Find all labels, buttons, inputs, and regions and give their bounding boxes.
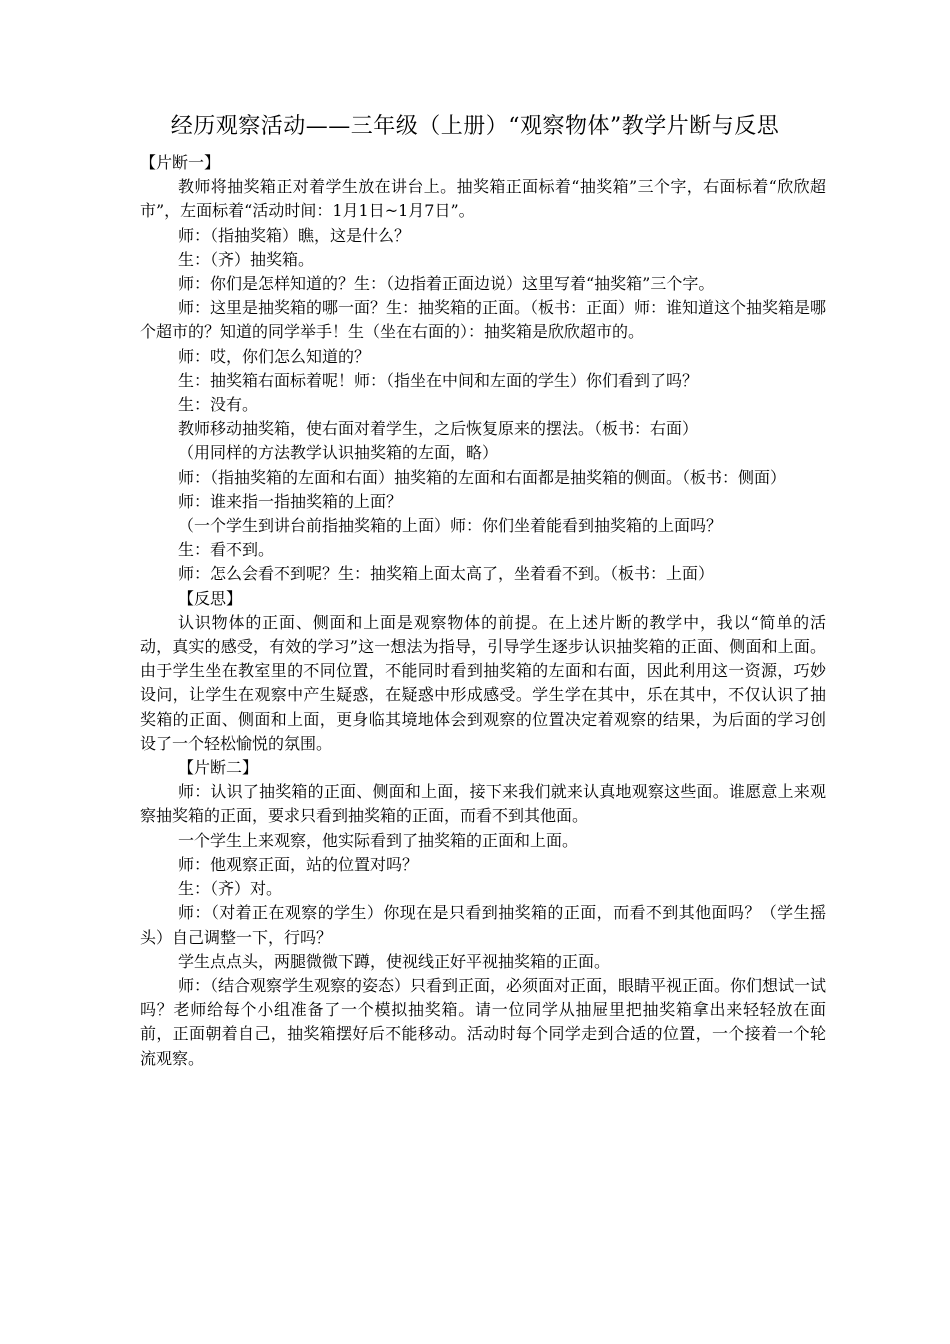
paragraph: 师：（对着正在观察的学生）你现在是只看到抽奖箱的正面，而看不到其他面吗？（学生摇头）自己调整一下，行吗？ bbox=[140, 903, 826, 947]
paragraph: （一个学生到讲台前指抽奖箱的上面）师：你们坐着能看到抽奖箱的上面吗？ bbox=[178, 516, 723, 536]
paragraph: 生：（齐）抽奖箱。 bbox=[178, 249, 315, 269]
paragraph: （用同样的方法教学认识抽奖箱的左面，略） bbox=[178, 443, 499, 463]
paragraph: 生：看不到。 bbox=[178, 540, 275, 560]
paragraph: 教师将抽奖箱正对着学生放在讲台上。抽奖箱正面标着“抽奖箱”三个字，右面标着“欣欣超市”，左面标着“活动时间：1月1日~1月7日”。 bbox=[140, 177, 826, 221]
paragraph: 师：他观察正面，站的位置对吗？ bbox=[178, 854, 419, 874]
section-heading-reflection: 【反思】 bbox=[178, 588, 243, 608]
paragraph: 学生点点头，两腿微微下蹲，使视线正好平视抽奖箱的正面。 bbox=[178, 951, 611, 971]
paragraph: 生：（齐）对。 bbox=[178, 879, 283, 899]
paragraph: 教师移动抽奖箱，使右面对着学生，之后恢复原来的摆法。（板书：右面） bbox=[178, 419, 699, 439]
paragraph: 生：没有。 bbox=[178, 395, 259, 415]
paragraph: 师：怎么会看不到呢？生：抽奖箱上面太高了，坐着看不到。（板书：上面） bbox=[178, 564, 715, 584]
section-heading-fragment-2: 【片断二】 bbox=[178, 758, 259, 778]
paragraph: 师：（结合观察学生观察的姿态）只看到正面，必须面对正面，眼睛平视正面。你们想试一试吗？老师给每个小组准备了一个模拟抽奖箱。请一位同学从抽屉里把抽奖箱拿出来轻轻放在面前，正面朝着自己，抽奖箱摆好后不能移动。活动时每个同学走到合适的位置，一个接着一个轮流观察。 bbox=[140, 975, 827, 1068]
paragraph: 师：（指抽奖箱的左面和右面）抽奖箱的左面和右面都是抽奖箱的侧面。（板书：侧面） bbox=[178, 467, 787, 487]
paragraph: 师：（指抽奖箱）瞧，这是什么？ bbox=[178, 225, 411, 245]
paragraph: 认识物体的正面、侧面和上面是观察物体的前提。在上述片断的教学中，我以“简单的活动，真实的感受，有效的学习”这一想法为指导，引导学生逐步认识抽奖箱的正面、侧面和上面。由于学生坐在教室里的不同位置，不能同时看到抽奖箱的左面和右面，因此利用这一资源，巧妙设问，让学生在观察中产生疑惑，在疑惑中形成感受。学生学在其中，乐在其中，不仅认识了抽奖箱的正面、侧面和上面，更身临其境地体会到观察的位置决定着观察的结果，为后面的学习创设了一个轻松愉悦的氛围。 bbox=[140, 612, 826, 753]
paragraph: 师：哎，你们怎么知道的？ bbox=[178, 346, 371, 366]
paragraph: 一个学生上来观察，他实际看到了抽奖箱的正面和上面。 bbox=[178, 830, 579, 850]
section-heading-fragment-1: 【片断一】 bbox=[140, 153, 221, 172]
document-title: 经历观察活动——三年级（上册）“观察物体”教学片断与反思 bbox=[170, 114, 780, 139]
paragraph: 师：这里是抽奖箱的哪一面？生：抽奖箱的正面。（板书：正面）师：谁知道这个抽奖箱是哪个超市的？知道的同学举手！生（坐在右面的）：抽奖箱是欣欣超市的。 bbox=[140, 298, 827, 342]
paragraph: 生：抽奖箱右面标着呢！师：（指坐在中间和左面的学生）你们看到了吗？ bbox=[178, 370, 699, 390]
paragraph: 师：认识了抽奖箱的正面、侧面和上面，接下来我们就来认真地观察这些面。谁愿意上来观察抽奖箱的正面，要求只看到抽奖箱的正面，而看不到其他面。 bbox=[140, 782, 826, 826]
paragraph: 师：谁来指一指抽奖箱的上面？ bbox=[178, 491, 403, 511]
paragraph: 师：你们是怎样知道的？生：（边指着正面边说）这里写着“抽奖箱”三个字。 bbox=[178, 274, 715, 294]
document-body bbox=[140, 151, 826, 1071]
